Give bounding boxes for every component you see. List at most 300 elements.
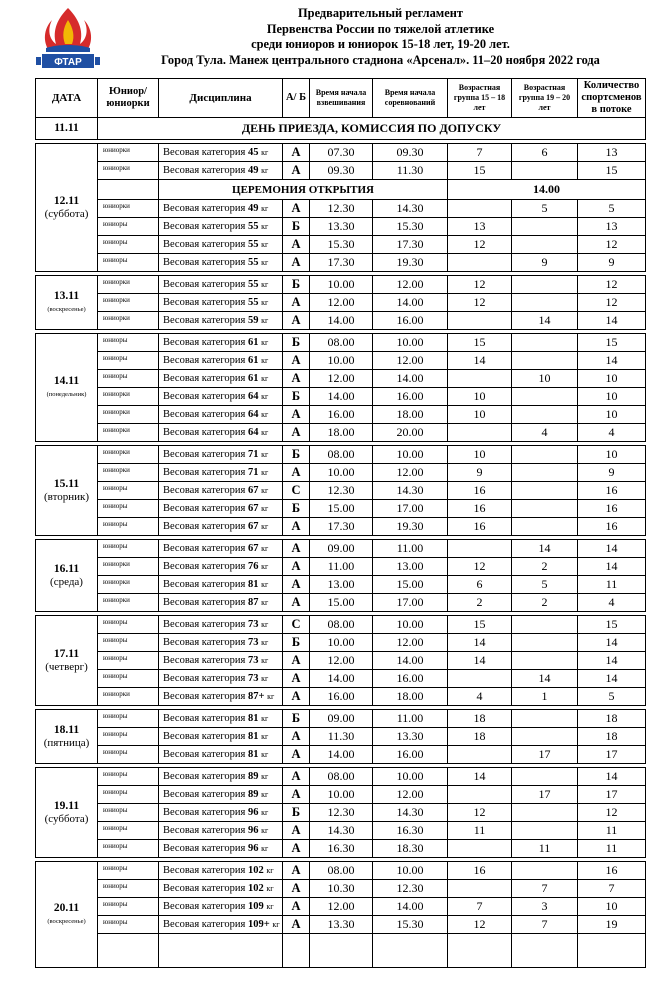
category-label: Весовая категория [163,467,246,478]
discipline-cell [159,388,283,406]
athlete-kind: юниорки [98,558,159,576]
weight-value: 73 [247,619,259,630]
discipline-cell [159,162,283,180]
table-row [36,822,646,840]
count-19-20: 14 [512,312,578,330]
group-ab: А [283,768,310,786]
category-label: Весовая категория [163,883,246,894]
total-count: 5 [578,200,646,218]
discipline-cell [159,916,283,934]
discipline-cell [159,840,283,858]
header-line-1: Предварительный регламент [298,6,463,20]
count-15-18: 14 [448,768,512,786]
group-ab: Б [283,804,310,822]
table-row [36,916,646,934]
count-15-18 [448,540,512,558]
count-19-20: 17 [512,746,578,764]
discipline-cell [159,370,283,388]
count-19-20 [512,276,578,294]
count-19-20 [512,518,578,536]
total-count: 12 [578,276,646,294]
col-count: Количество спортсменов в потоке [578,79,646,118]
table-row [36,334,646,352]
col-kind: Юниор/ юниорки [98,79,159,118]
athlete-kind: юниорки [98,446,159,464]
weigh-in-time: 08.00 [310,768,373,786]
start-time: 15.30 [373,218,448,236]
discipline-cell [159,880,283,898]
start-time: 10.00 [373,768,448,786]
total-count: 11 [578,840,646,858]
category-label: Весовая категория [163,543,246,554]
col-date: ДАТА [36,79,98,118]
discipline-cell [159,786,283,804]
start-time: 11.00 [373,710,448,728]
count-19-20 [512,822,578,840]
group-ab: А [283,464,310,482]
category-label: Весовая категория [163,315,246,326]
category-label: Весовая категория [163,655,246,666]
day-of-week: (суббота) [44,812,89,825]
group-ab: А [283,200,310,218]
athlete-kind: юниоры [98,518,159,536]
category-label: Весовая категория [163,279,246,290]
category-label: Весовая категория [163,561,246,572]
count-15-18: 18 [448,728,512,746]
weight-unit: кг [261,674,269,683]
count-19-20: 14 [512,540,578,558]
weigh-in-time: 14.00 [310,312,373,330]
count-15-18: 13 [448,218,512,236]
count-15-18: 12 [448,294,512,312]
discipline-cell [159,446,283,464]
weight-value: 102 [247,865,264,876]
group-ab: А [283,652,310,670]
group-ab: Б [283,500,310,518]
start-time: 13.30 [373,728,448,746]
weight-value: 81 [247,731,259,742]
table-row [36,144,646,162]
total-count: 9 [578,254,646,272]
weight-value: 109 [247,901,264,912]
start-time: 11.30 [373,162,448,180]
table-row [36,576,646,594]
weigh-in-time: 17.30 [310,254,373,272]
weigh-in-time: 15.00 [310,594,373,612]
weigh-in-time: 09.30 [310,162,373,180]
table-row [36,424,646,442]
total-count: 16 [578,482,646,500]
category-label: Весовая категория [163,485,246,496]
group-ab: Б [283,218,310,236]
weigh-in-time: 12.00 [310,370,373,388]
total-count: 16 [578,518,646,536]
table-row [36,558,646,576]
weight-value: 55 [247,239,259,250]
group-ab: А [283,254,310,272]
ceremony-time: 14.00 [448,180,646,200]
total-count: 12 [578,804,646,822]
total-count: 12 [578,294,646,312]
total-count: 16 [578,862,646,880]
weight-unit: кг [261,450,269,459]
category-label: Весовая категория [163,597,246,608]
day-date: 15.11 [53,477,80,490]
weight-value: 49 [247,165,259,176]
athlete-kind: юниорки [98,162,159,180]
count-19-20 [512,294,578,312]
weight-unit: кг [261,166,269,175]
total-count: 10 [578,898,646,916]
table-row [36,880,646,898]
weight-value: 76 [247,561,259,572]
athlete-kind: юниорки [98,294,159,312]
discipline-cell [159,634,283,652]
discipline-cell [159,464,283,482]
start-time: 09.30 [373,144,448,162]
weigh-in-time: 08.00 [310,334,373,352]
day-of-week: (воскресенье) [47,305,86,313]
athlete-kind: юниорки [98,424,159,442]
count-19-20 [512,464,578,482]
start-time: 16.00 [373,746,448,764]
weight-unit: кг [261,222,269,231]
athlete-kind: юниоры [98,652,159,670]
table-row [36,540,646,558]
start-time: 10.00 [373,862,448,880]
discipline-cell [159,768,283,786]
group-ab: А [283,822,310,840]
weigh-in-time: 13.30 [310,916,373,934]
total-count: 14 [578,558,646,576]
table-row [36,710,646,728]
day-date-cell [36,334,98,442]
group-ab: С [283,616,310,634]
weight-value: 73 [247,673,259,684]
count-19-20: 9 [512,254,578,272]
total-count: 9 [578,464,646,482]
count-19-20: 10 [512,370,578,388]
table-row [36,446,646,464]
start-time: 14.30 [373,482,448,500]
weight-unit: кг [261,428,269,437]
athlete-kind: юниорки [98,144,159,162]
weigh-in-time: 10.30 [310,880,373,898]
table-row [36,218,646,236]
discipline-cell [159,710,283,728]
weight-value: 49 [247,203,259,214]
weigh-in-time: 12.00 [310,898,373,916]
count-15-18 [448,254,512,272]
total-count: 4 [578,424,646,442]
count-15-18 [448,670,512,688]
count-15-18 [448,370,512,388]
category-label: Весовая категория [163,373,246,384]
count-15-18: 6 [448,576,512,594]
table-row [36,276,646,294]
count-15-18: 14 [448,652,512,670]
weigh-in-time: 12.00 [310,652,373,670]
count-19-20: 2 [512,594,578,612]
weight-unit: кг [261,468,269,477]
weigh-in-time: 11.00 [310,558,373,576]
start-time: 12.00 [373,786,448,804]
count-19-20 [512,482,578,500]
athlete-kind: юниоры [98,822,159,840]
total-count: 14 [578,312,646,330]
weight-value: 61 [247,373,259,384]
weight-value: 67 [247,503,259,514]
weight-value: 55 [247,221,259,232]
athlete-kind: юниорки [98,594,159,612]
logo-text: ФТАР [54,57,82,68]
group-ab: А [283,312,310,330]
total-count: 17 [578,746,646,764]
start-time: 18.00 [373,406,448,424]
weight-unit: кг [261,750,269,759]
discipline-cell [159,822,283,840]
page-header [100,6,661,68]
total-count: 13 [578,218,646,236]
athlete-kind: юниорки [98,688,159,706]
discipline-cell [159,276,283,294]
group-ab: А [283,352,310,370]
start-time: 15.00 [373,576,448,594]
total-count: 19 [578,916,646,934]
total-count: 11 [578,576,646,594]
day-date: 17.11 [53,647,80,660]
day-date-cell [36,862,98,968]
day-of-week: (понедельник) [46,390,87,398]
athlete-kind: юниоры [98,880,159,898]
weigh-in-time: 09.00 [310,540,373,558]
day-date-cell [36,616,98,706]
weigh-in-time: 14.00 [310,746,373,764]
table-row [36,294,646,312]
weight-unit: кг [261,298,269,307]
table-row [36,840,646,858]
discipline-cell [159,312,283,330]
athlete-kind: юниоры [98,352,159,370]
category-label: Весовая категория [163,843,246,854]
weight-unit: кг [266,884,274,893]
start-time: 17.00 [373,594,448,612]
weigh-in-time: 10.00 [310,634,373,652]
category-label: Весовая категория [163,203,246,214]
weight-unit: кг [261,316,269,325]
total-count: 18 [578,728,646,746]
athlete-kind: юниоры [98,500,159,518]
count-19-20: 5 [512,200,578,218]
count-15-18: 12 [448,276,512,294]
weight-value: 59 [247,315,259,326]
group-ab: Б [283,446,310,464]
weight-unit: кг [261,598,269,607]
count-15-18: 16 [448,500,512,518]
weigh-in-time: 14.00 [310,670,373,688]
weight-value: 55 [247,297,259,308]
start-time: 11.00 [373,540,448,558]
discipline-cell [159,576,283,594]
weight-unit: кг [261,732,269,741]
start-time: 16.00 [373,670,448,688]
group-ab: А [283,840,310,858]
day-date: 16.11 [53,562,80,575]
discipline-cell [159,254,283,272]
header-line-3: среди юниоров и юниорок 15-18 лет, 19-20 лет. [251,37,510,51]
count-15-18: 15 [448,162,512,180]
group-ab: А [283,898,310,916]
discipline-cell [159,406,283,424]
category-label: Весовая категория [163,713,246,724]
weigh-in-time: 09.00 [310,710,373,728]
arrival-text: ДЕНЬ ПРИЕЗДА, КОМИССИЯ ПО ДОПУСКУ [98,118,646,140]
table-row [36,388,646,406]
weight-value: 87 [247,597,259,608]
schedule-table [35,78,646,968]
table-row [36,688,646,706]
group-ab: А [283,880,310,898]
weight-value: 71 [247,467,259,478]
count-19-20 [512,162,578,180]
count-19-20 [512,862,578,880]
start-time: 18.30 [373,840,448,858]
table-row [36,768,646,786]
count-15-18: 14 [448,634,512,652]
header-line-2: Первенства России по тяжелой атлетике [266,21,495,36]
group-ab: А [283,786,310,804]
athlete-kind: юниоры [98,840,159,858]
table-row [36,464,646,482]
weigh-in-time: 10.00 [310,464,373,482]
count-19-20 [512,352,578,370]
weight-unit: кг [267,692,275,701]
total-count: 7 [578,880,646,898]
start-time: 14.30 [373,804,448,822]
total-count: 14 [578,670,646,688]
athlete-kind: юниоры [98,218,159,236]
group-ab: А [283,162,310,180]
athlete-kind: юниорки [98,464,159,482]
table-row [36,406,646,424]
group-ab: А [283,144,310,162]
count-19-20: 2 [512,558,578,576]
athlete-kind: юниорки [98,200,159,218]
table-row [36,370,646,388]
total-count: 11 [578,822,646,840]
count-19-20: 5 [512,576,578,594]
count-19-20 [512,334,578,352]
category-label: Весовая категория [163,165,246,176]
discipline-cell [159,424,283,442]
weight-value: 89 [247,771,259,782]
group-ab: А [283,862,310,880]
weight-unit: кг [261,486,269,495]
category-label: Весовая категория [163,619,246,630]
category-label: Весовая категория [163,391,246,402]
weight-value: 55 [247,279,259,290]
count-19-20 [512,406,578,424]
day-date: 12.11 [53,194,80,207]
day-of-week: (вторник) [43,490,90,503]
table-row [36,786,646,804]
category-label: Весовая категория [163,865,246,876]
start-time: 15.30 [373,916,448,934]
weigh-in-time: 15.30 [310,236,373,254]
weigh-in-time: 15.00 [310,500,373,518]
count-15-18: 14 [448,352,512,370]
athlete-kind: юниоры [98,804,159,822]
category-label: Весовая категория [163,579,246,590]
ftar-logo [32,4,104,74]
start-time: 19.30 [373,518,448,536]
weight-value: 71 [247,449,259,460]
weigh-in-time: 16.00 [310,688,373,706]
discipline-cell [159,688,283,706]
total-count: 14 [578,652,646,670]
start-time: 18.00 [373,688,448,706]
athlete-kind: юниорки [98,406,159,424]
table-row [36,312,646,330]
count-19-20: 3 [512,898,578,916]
total-count: 15 [578,162,646,180]
athlete-kind: юниорки [98,388,159,406]
group-ab: А [283,576,310,594]
count-15-18 [448,312,512,330]
count-15-18 [448,424,512,442]
athlete-kind: юниоры [98,768,159,786]
count-19-20 [512,388,578,406]
athlete-kind: юниоры [98,786,159,804]
category-label: Весовая категория [163,901,246,912]
total-count: 14 [578,634,646,652]
day-date: 14.11 [53,374,80,387]
count-19-20 [512,728,578,746]
discipline-cell [159,670,283,688]
count-15-18: 11 [448,822,512,840]
start-time: 14.00 [373,652,448,670]
count-19-20: 11 [512,840,578,858]
discipline-cell [159,594,283,612]
table-row [36,728,646,746]
start-time: 17.30 [373,236,448,254]
start-time: 14.00 [373,370,448,388]
start-time: 10.00 [373,616,448,634]
weigh-in-time: 08.00 [310,446,373,464]
table-row [36,634,646,652]
count-19-20 [512,236,578,254]
count-15-18: 16 [448,518,512,536]
weight-value: 96 [247,825,259,836]
weigh-in-time: 12.00 [310,294,373,312]
athlete-kind: юниоры [98,334,159,352]
weight-unit: кг [266,866,274,875]
start-time: 10.00 [373,446,448,464]
count-19-20: 14 [512,670,578,688]
start-time: 10.00 [373,334,448,352]
weight-value: 81 [247,579,259,590]
category-label: Весовая категория [163,673,246,684]
weigh-in-time: 12.30 [310,482,373,500]
count-15-18 [448,840,512,858]
weight-value: 87+ [247,691,265,702]
col-group-19-20: Возрастная группа 19 – 20 лет [512,79,578,118]
weigh-in-time: 18.00 [310,424,373,442]
table-row [36,500,646,518]
count-15-18: 10 [448,446,512,464]
start-time: 12.30 [373,880,448,898]
weight-unit: кг [261,544,269,553]
